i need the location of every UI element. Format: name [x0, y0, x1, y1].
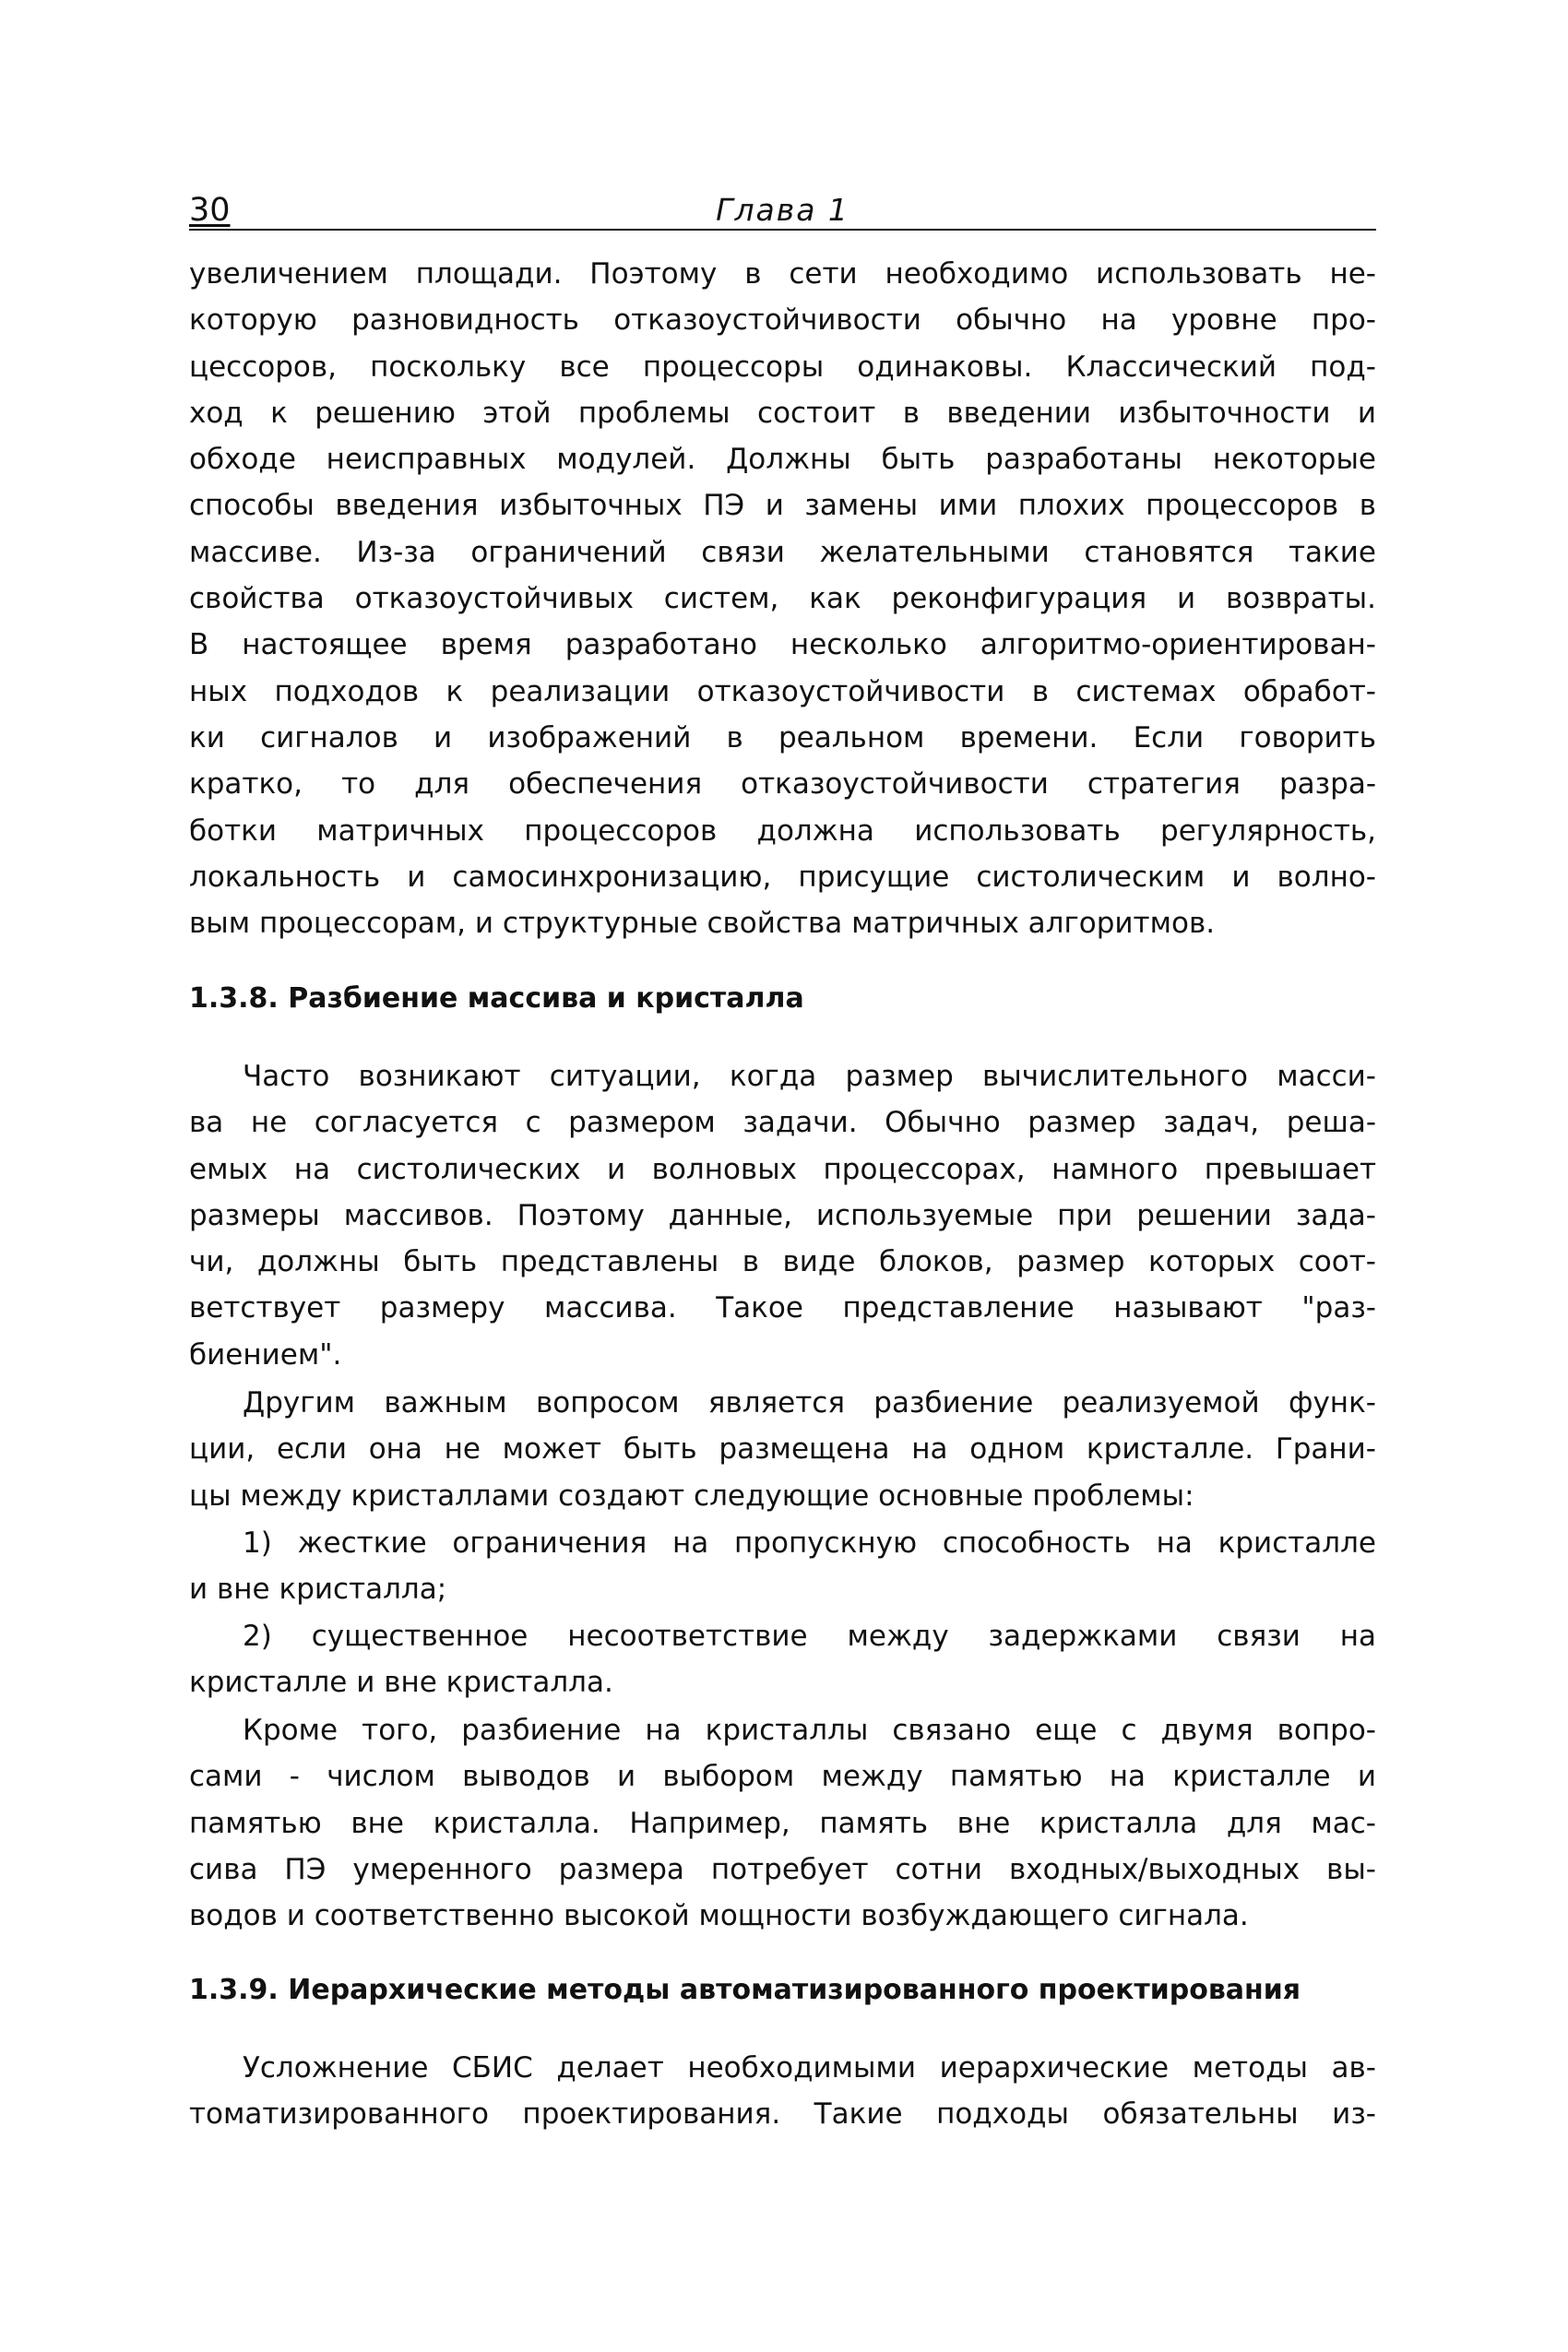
text-line: сива ПЭ умеренного размера потребует сотни входных/выходных вы-: [189, 1852, 1376, 1886]
text-line: ки сигналов и изображений в реальном времени. Если говорить: [189, 720, 1376, 754]
text-line: свойства отказоустойчивых систем, как реконфигурация и возвраты.: [189, 582, 1376, 616]
text-line: ных подходов к реализации отказоустойчивости в системах обработ-: [189, 674, 1376, 708]
text-line: размеры массивов. Поэтому данные, используемые при решении зада-: [189, 1198, 1376, 1232]
text-line: массиве. Из-за ограничений связи желательными становятся такие: [189, 535, 1376, 569]
text-line: ва не согласуется с размером задачи. Обычно размер задач, реша-: [189, 1106, 1376, 1140]
paragraph-partitioning: [189, 1053, 1376, 1378]
text-line: Кроме того, разбиение на кристаллы связано еще с двумя вопро-: [243, 1714, 1376, 1747]
text-line: Другим важным вопросом является разбиение реализуемой функ-: [243, 1386, 1376, 1420]
text-line: обходе неисправных модулей. Должны быть разработаны некоторые: [189, 443, 1376, 477]
text-line: кристалле и вне кристалла.: [189, 1666, 613, 1700]
list-item-1: [189, 1520, 1376, 1613]
page-header: [189, 192, 1376, 231]
paragraph-chip-partitioning: [189, 1380, 1376, 1519]
paragraph-intro: [189, 251, 1376, 946]
text-line: Усложнение СБИС делает необходимыми иерархические методы ав-: [243, 2051, 1376, 2085]
text-line: сами - числом выводов и выбором между памятью на кристалле и: [189, 1760, 1376, 1794]
text-line: локальность и самосинхронизацию, присущие систолическим и волно-: [189, 860, 1376, 894]
section-heading-1-3-8: 1.3.8. Разбиение массива и кристалла: [189, 982, 804, 1015]
text-line: томатизированного проектирования. Такие подходы обязательны из-: [189, 2097, 1376, 2132]
text-line: чи, должны быть представлены в виде блоков, размер которых соот-: [189, 1245, 1376, 1279]
page-number: 30: [189, 192, 231, 229]
text-line: увеличением площади. Поэтому в сети необходимо использовать не-: [189, 257, 1376, 291]
text-line: которую разновидность отказоустойчивости обычно на уровне про-: [189, 303, 1376, 338]
text-line: вым процессорам, и структурные свойства матричных алгоритмов.: [189, 907, 1216, 941]
running-head: Глава 1: [716, 192, 849, 228]
text-line: способы введения избыточных ПЭ и замены ими плохих процессоров в: [189, 489, 1376, 523]
text-line: памятью вне кристалла. Например, память вне кристалла для мас-: [189, 1806, 1376, 1840]
text-line: 1) жесткие ограничения на пропускную способность на кристалле: [243, 1526, 1376, 1560]
text-line: биением".: [189, 1337, 342, 1372]
text-line: 2) существенное несоответствие между задержками связи на: [243, 1620, 1376, 1653]
text-line: и вне кристалла;: [189, 1573, 447, 1607]
text-line: водов и соответственно высокой мощности возбуждающего сигнала.: [189, 1899, 1249, 1933]
paragraph-hierarchical-cad: [189, 2045, 1376, 2138]
list-item-2: [189, 1613, 1376, 1706]
text-line: цы между кристаллами создают следующие основные проблемы:: [189, 1479, 1194, 1513]
paragraph-pins-memory: [189, 1707, 1376, 1939]
text-line: емых на систолических и волновых процессорах, намного превышает: [189, 1152, 1376, 1186]
text-line: ботки матричных процессоров должна использовать регулярность,: [189, 814, 1376, 848]
text-line: цессоров, поскольку все процессоры одинаковы. Классический под-: [189, 350, 1376, 384]
text-line: ции, если она не может быть размещена на одном кристалле. Грани-: [189, 1432, 1376, 1467]
text-line: ветствует размеру массива. Такое представление называют "раз-: [189, 1291, 1376, 1325]
text-line: ход к решению этой проблемы состоит в введении избыточности и: [189, 396, 1376, 430]
text-line: В настоящее время разработано несколько алгоритмо-ориентирован-: [189, 628, 1376, 662]
text-line: кратко, то для обеспечения отказоустойчивости стратегия разра-: [189, 767, 1376, 802]
text-line: Часто возникают ситуации, когда размер вычислительного масси-: [243, 1060, 1376, 1093]
section-heading-1-3-9: 1.3.9. Иерархические методы автоматизированного проектирования: [189, 1974, 1301, 2006]
